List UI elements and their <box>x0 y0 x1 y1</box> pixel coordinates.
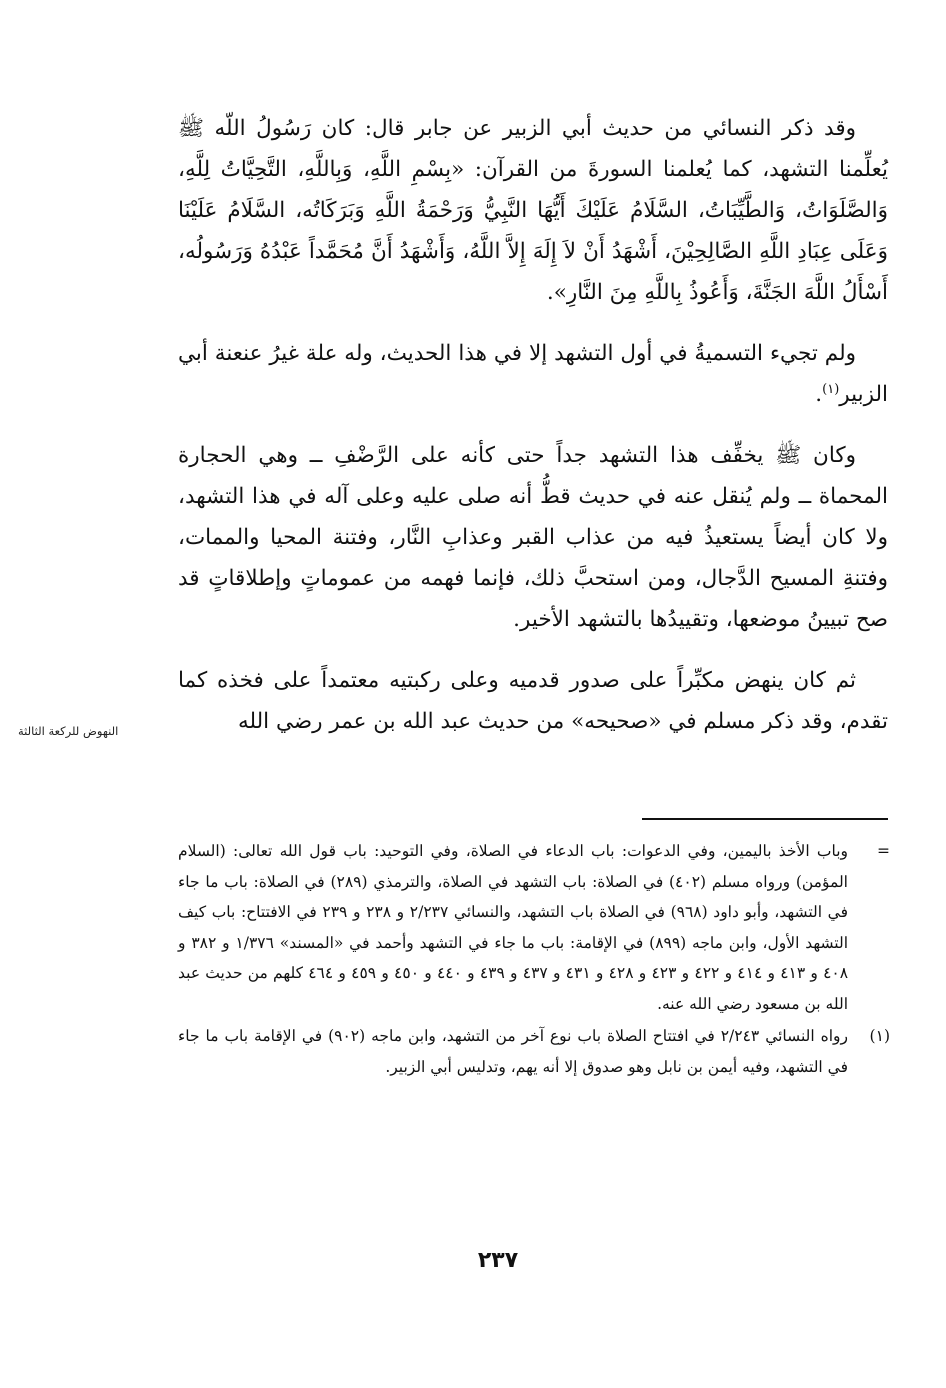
margin-heading: النهوض للركعة الثالثة <box>18 724 119 738</box>
paragraph-nuhud: ثم كان ينهض مكبِّراً على صدور قدميه وعلى ركبتيه معتمداً على فخذه كما تقدم، وقد ذكر مسلم في «صحيحه» من حديث عبد الله بن عمر رضي الله <box>178 668 888 734</box>
paragraph-nasai-tashahhud: وقد ذكر النسائي من حديث أبي الزبير عن جابر قال: كان رَسُولُ اللّه ﷺ يُعلِّمنا التشهد، كما يُعلمنا السورةَ من القرآن: «بِسْمِ اللَّهِ، وَبِاللَّهِ، التَّحِيَّاتُ لِلَّهِ، وَالصَّلَوَاتُ، وَالطَّيِّبَاتُ، السَّلَامُ عَلَيْكَ أَيُّهَا النَّبِيُّ وَرَحْمَةُ اللَّهِ وَبَرَكَاتُه، السَّلَامُ عَلَيْنَا وَعَلَى عِبَادِ اللَّهِ الصَّالِحِيْنَ، أَشْهَدُ أَنْ لاَ إِلَهَ إِلاَّ اللَّهُ، وَأَشْهَدُ أَنَّ مُحَمَّداً عَبْدُهُ وَرَسُولُه، أَسْأَلُ اللَّهَ الجَنَّةَ، وَأَعُوذُ بِاللَّهِ مِنَ النَّارِ». <box>178 116 888 305</box>
footnote-text: رواه النسائي ٢/٢٤٣ في افتتاح الصلاة باب نوع آخر من التشهد، وابن ماجه (٩٠٢) في الإقامة باب ما جاء في التشهد، وفيه أيمن بن نابل وهو صدوق إلا أنه يهم، وتدليس أبي الزبير. <box>178 1027 849 1076</box>
footnote-marker: = <box>877 842 890 860</box>
footnotes <box>178 836 890 1084</box>
page-number: ٢٣٧ <box>477 1248 519 1273</box>
footnote-1 <box>178 1021 890 1082</box>
main-text <box>178 108 888 762</box>
footnote-text: وباب الأخذ باليمين، وفي الدعوات: باب الدعاء في الصلاة، وفي التوحيد: باب قول الله تعالى: (السلام المؤمن) ورواه مسلم (٤٠٢) في الصلاة: باب التشهد في الصلاة، والترمذي (٢٨٩) في الصلاة: باب ما جاء في التشهد، وأبو داود (٩٦٨) في الصلاة باب التشهد، والنسائي ٢/٢٣٧ و ٢٣٨ و ٢٣٩ في الافتتاح: باب كيف التشهد الأول، وابن ماجه (٨٩٩) في الإقامة: باب ما جاء في التشهد وأحمد في «المسند» ١/٣٧٦ و ٣٨٢ و ٤٠٨ و ٤١٣ و ٤١٤ و ٤٢٢ و ٤٢٣ و ٤٢٨ و ٤٣١ و ٤٣٧ و ٤٣٩ و ٤٤٠ و ٤٥٠ و ٤٥٩ و ٤٦٤ كلهم من حديث عبد الله بن مسعود رضي الله عنه. <box>178 842 849 1013</box>
footnote-marker: (١) <box>869 1027 890 1045</box>
paragraph-tasmiya-end: . <box>815 382 823 407</box>
paragraph-tasmiya <box>178 333 888 415</box>
paragraph-takhfif: وكان ﷺ يخفِّف هذا التشهد جداً حتى كأنه على الرَّضْفِ ــ وهي الحجارة المحماة ــ ولم يُنقل عنه في حديث قطُّ أنه صلى عليه وعلى آله في هذا التشهد، ولا كان أيضاً يستعيذُ فيه من عذاب القبر وعذابِ النَّار، وفتنة المحيا والممات، وفتنةِ المسيح الدَّجال، ومن استحبَّ ذلك، فإنما فهمه من عموماتٍ وإطلاقاتٍ قد صح تبيينُ موضعها، وتقييدُها بالتشهد الأخير. <box>178 443 888 632</box>
footnote-divider <box>642 818 888 820</box>
footnote-ref-1: (١) <box>822 381 840 397</box>
footnote-continued <box>178 836 890 1019</box>
paragraph-tasmiya-text: ولم تجيء التسميةُ في أول التشهد إلا في هذا الحديث، وله علة غيرُ عنعنة أبي الزبير <box>178 341 888 407</box>
